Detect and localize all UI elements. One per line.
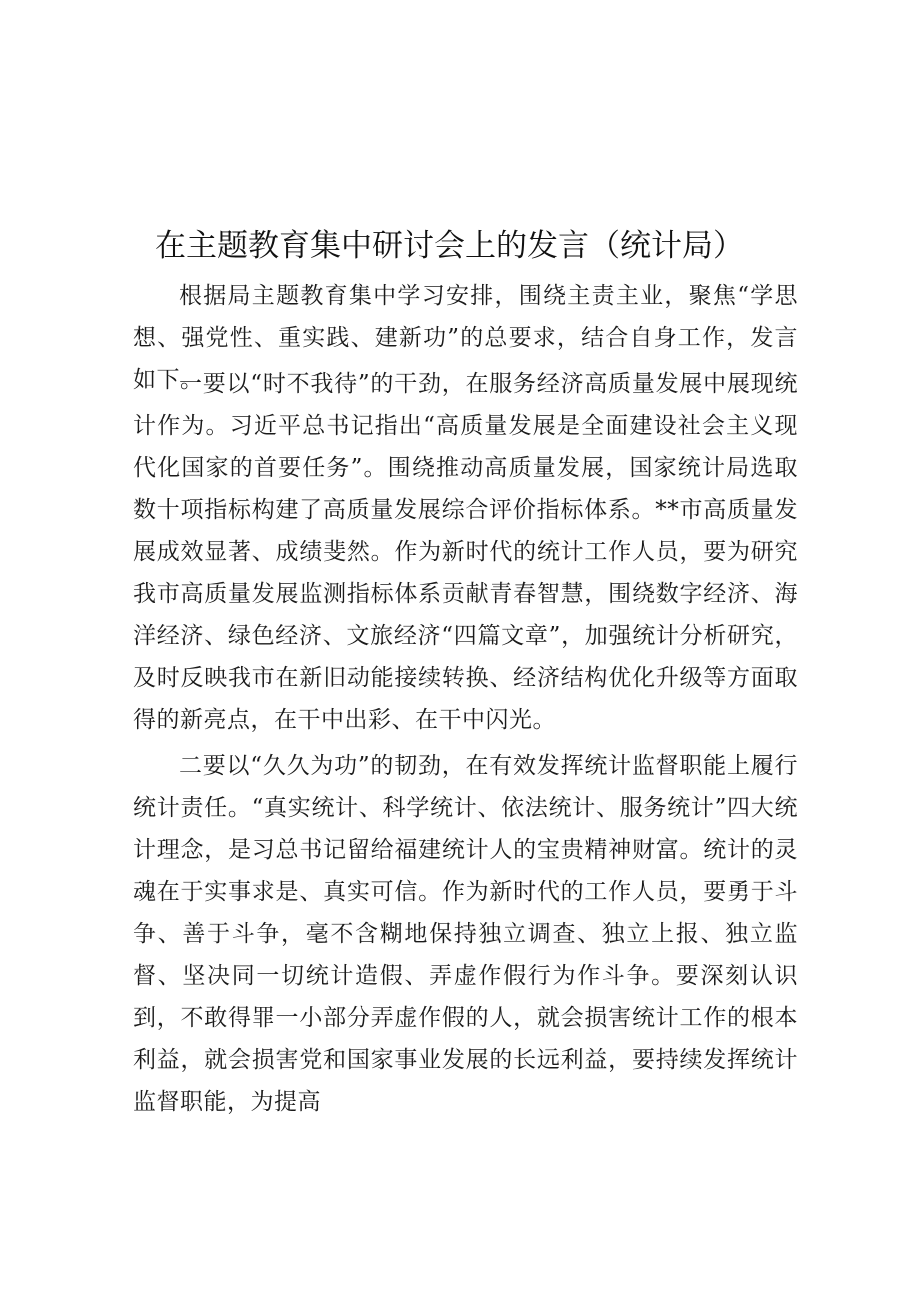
paragraph-point-one: 一要以“时不我待”的干劲，在服务经济高质量发展中展现统计作为。习近平总书记指出“高质量发展是全面建设社会主义现代化国家的首要任务”。围绕推动高质量发展，国家统计局选取数十项指标构建了高质量发展综合评价指标体系。**市高质量发展成效显著、成绩斐然。作为新时代的统计工作人员，要为研究我市高质量发展监测指标体系贡献青春智慧，围绕数字经济、海洋经济、绿色经济、文旅经济“四篇文章”，加强统计分析研究，及时反映我市在新旧动能接续转换、经济结构优化升级等方面取得的新亮点，在干中出彩、在干中闪光。 [133,371,798,733]
document-title: 在主题教育集中研讨会上的发言（统计局） [155,228,744,264]
paragraph-point-two: 二要以“久久为功”的韧劲，在有效发挥统计监督职能上履行统计责任。“真实统计、科学统计、依法统计、服务统计”四大统计理念，是习总书记留给福建统计人的宝贵精神财富。统计的灵魂在于实事求是、真实可信。作为新时代的工作人员，要勇于斗争、善于斗争，毫不含糊地保持独立调查、独立上报、独立监督、坚决同一切统计造假、弄虚作假行为作斗争。要深刻认识到，不敢得罪一小部分弄虚作假的人，就会损害统计工作的根本利益，就会损害党和国家事业发展的长远利益，要持续发挥统计监督职能，为提高 [133,753,798,1115]
paragraph-intro: 根据局主题教育集中学习安排，围绕主责主业，聚焦“学思想、强党性、重实践、建新功”的总要求，结合自身工作，发言如下。 [133,283,798,393]
